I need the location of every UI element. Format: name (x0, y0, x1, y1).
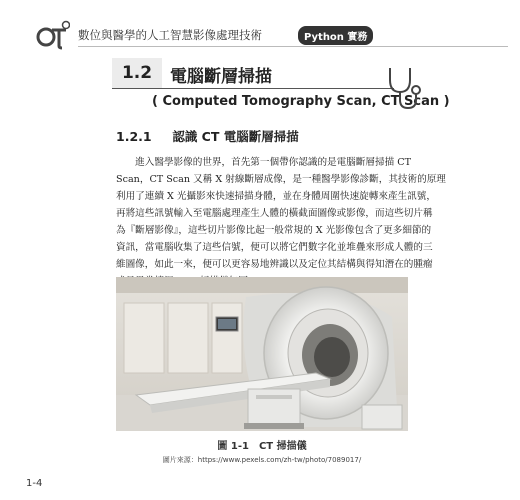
paragraph-line: 維圖像，如此一來，便可以更容易地辨識以及定位其結構與得知潛在的腫瘤 (116, 259, 433, 270)
ct-scanner-illustration (116, 277, 408, 431)
paragraph-line: 為『斷層影像』，這些切片影像比起一般常規的 X 光影像包含了更多細節的 (116, 225, 432, 236)
paragraph-line: 利用了連續 X 光攝影來快速掃描身體，並在身體周圍快速旋轉來產生訊號， (116, 191, 436, 202)
figure-label: 圖 1-1 (217, 441, 249, 452)
figure-credit: 圖片來源：https://www.pexels.com/zh-tw/photo/7089017/ (162, 456, 362, 464)
section-title: 電腦斷層掃描 (170, 67, 272, 87)
header-rule (78, 46, 508, 47)
subsection-title: 認識 CT 電腦斷層掃描 (172, 129, 299, 144)
paragraph-line: 進入醫學影像的世界，首先第一個帶你認識的是電腦斷層掃描 CT (116, 157, 412, 168)
paragraph-line: 再將這些訊號輸入至電腦處理產生人體的橫截面圖像或影像，而這些切片稱 (116, 208, 433, 219)
page-number: 1-4 (26, 478, 43, 489)
section-underline (112, 88, 394, 89)
subsection-number: 1.2.1 (116, 129, 152, 144)
running-header (36, 20, 506, 50)
section-number: 1.2 (112, 58, 162, 88)
section-heading (112, 58, 450, 118)
stethoscope-icon (384, 66, 424, 111)
book-logo-icon (36, 20, 70, 50)
ct-scanner-photo (116, 277, 408, 431)
paragraph-line: 資訊，當電腦收集了這些信號，便可以將它們數字化並堆疊來形成人體的三 (116, 242, 433, 253)
body-paragraph (116, 154, 446, 290)
paragraph-line: Scan，CT Scan 又稱 X 射線斷層成像，是一種醫學影像診斷，其技術的原理 (116, 174, 446, 185)
header-book-title: 數位與醫學的人工智慧影像處理技術 (78, 28, 262, 42)
subsection-heading (116, 127, 299, 145)
figure-caption (116, 437, 408, 452)
figure-caption-text: CT 掃描儀 (258, 441, 307, 452)
section-subtitle: ( Computed Tomography Scan, CT Scan ) (152, 94, 450, 109)
header-badge: Python 實務 (298, 26, 373, 45)
